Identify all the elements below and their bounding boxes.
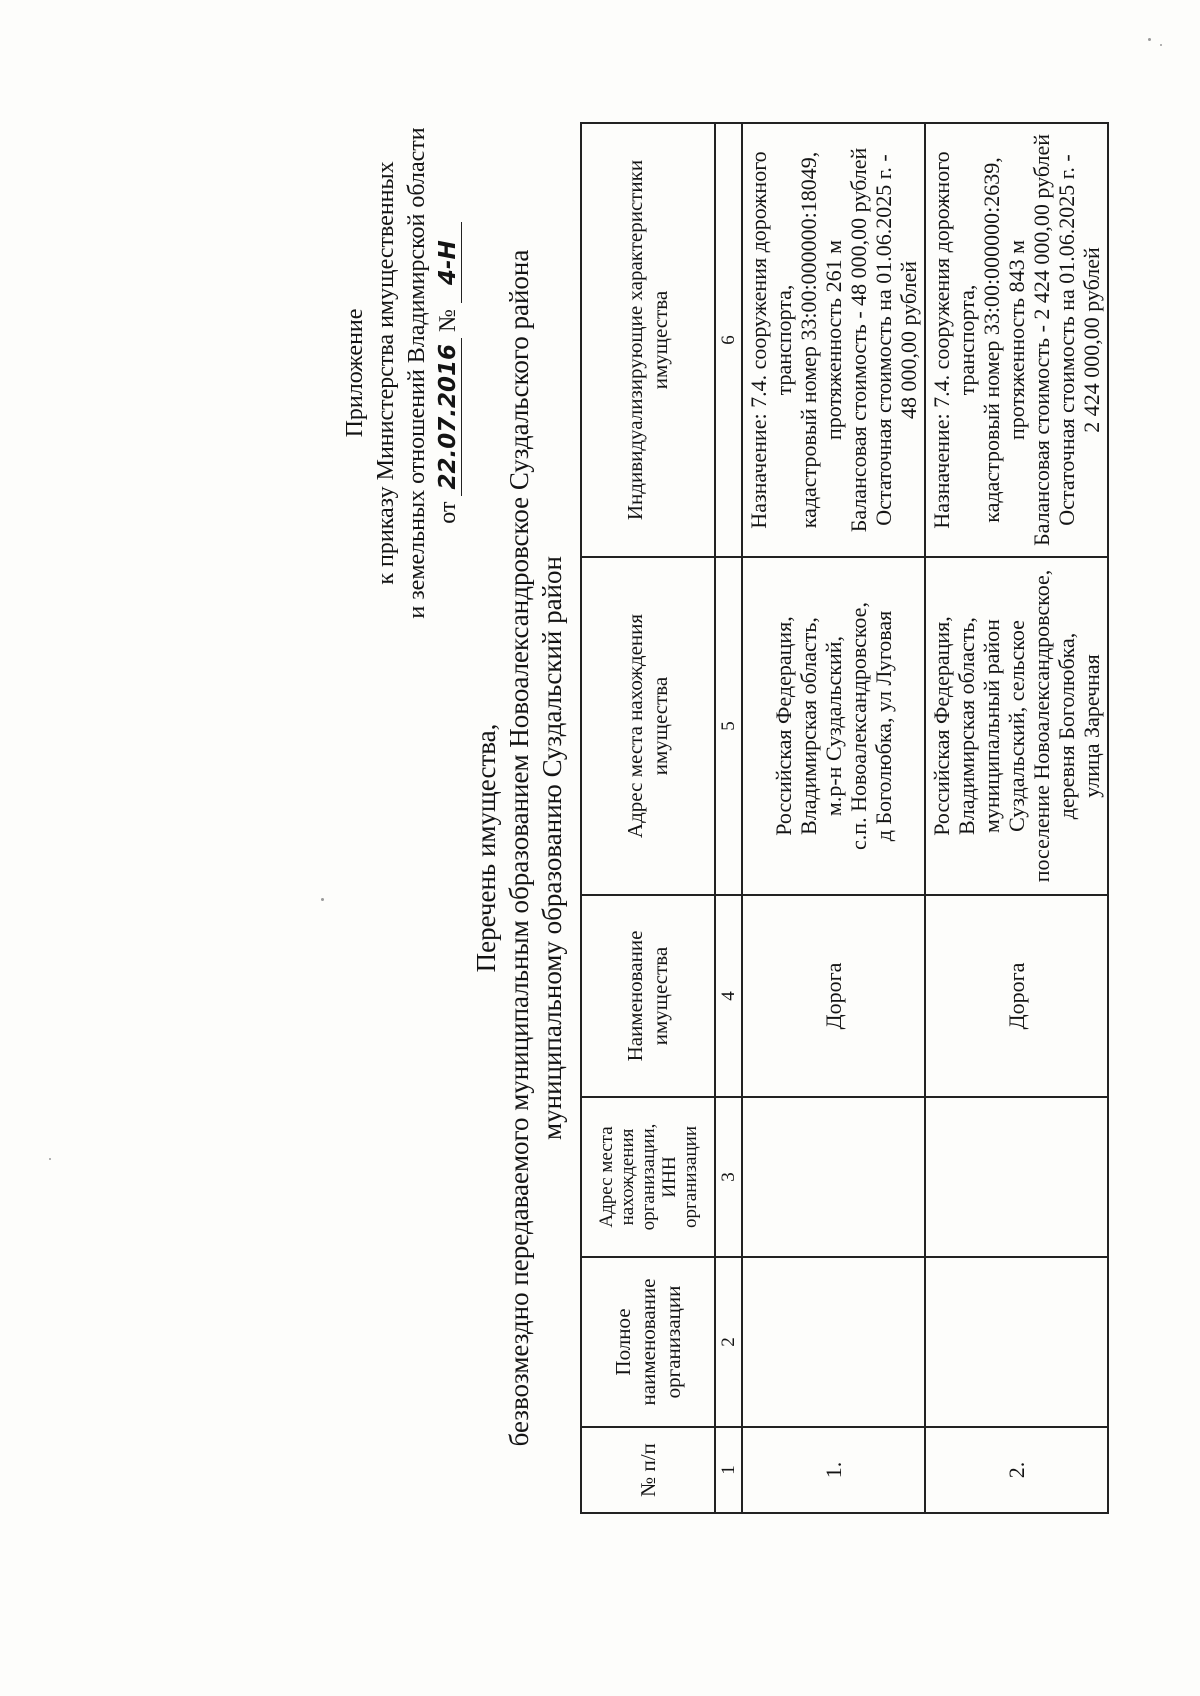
date-prefix: от — [435, 501, 461, 524]
org-name-cell — [925, 1257, 1108, 1427]
header-cell: № п/п — [581, 1427, 715, 1513]
characteristic-line: Балансовая стоимость - 48 000,00 рублей — [846, 147, 871, 533]
header-cell: Адрес места нахождения имущества — [581, 557, 715, 895]
appendix-line: к приказу Министерства имущественных — [373, 161, 399, 585]
address-line: д Боголюбка, ул Луговая — [871, 610, 896, 842]
property-name-cell: Дорога — [742, 895, 925, 1097]
column-number: 3 — [715, 1097, 742, 1257]
address-line: Российская Федерация, — [771, 616, 796, 836]
column-number: 5 — [715, 557, 742, 895]
org-name-cell — [742, 1257, 925, 1427]
title-line: Перечень имущества, — [471, 723, 501, 973]
scan-speck — [1148, 38, 1151, 41]
handwritten-number: 4-Н — [435, 222, 462, 303]
characteristic-line: протяженность 261 м — [821, 239, 846, 441]
characteristic-line: Остаточная стоимость на 01.06.2025 г. - — [871, 154, 896, 526]
table-header-row — [581, 123, 715, 1513]
characteristic-line: Балансовая стоимость - 2 424 000,00 рублей — [1029, 134, 1054, 547]
characteristic-line: транспорта, — [771, 284, 796, 396]
property-name-cell: Дорога — [925, 895, 1108, 1097]
characteristic-line: кадастровый номер 33:00:000000:18049, — [796, 151, 821, 529]
header-cell: Адрес места нахождения организации, ИНН организации — [581, 1097, 715, 1257]
property-table — [580, 122, 1109, 1514]
address-line: улица Заречная — [1079, 654, 1104, 798]
characteristic-line: протяженность 843 м — [1004, 239, 1029, 441]
appendix-line: и земельных отношений Владимирской области — [404, 127, 430, 619]
characteristic-line: кадастровый номер 33:00:000000:2639, — [979, 157, 1004, 523]
column-number: 6 — [715, 123, 742, 557]
address-line: Российская Федерация, — [929, 616, 954, 836]
column-number: 1 — [715, 1427, 742, 1513]
characteristic-line: Назначение: 7.4. сооружения дорожного — [746, 151, 771, 529]
column-number: 2 — [715, 1257, 742, 1427]
characteristics-cell — [925, 123, 1108, 557]
appendix-block — [340, 93, 464, 653]
row-number: 2. — [925, 1427, 1108, 1513]
characteristic-line: Остаточная стоимость на 01.06.2025 г. - — [1054, 154, 1079, 526]
address-line: Владимирская область, — [954, 617, 979, 835]
number-prefix: № — [435, 309, 461, 333]
title-line: муниципальному образованию Суздальский район — [537, 556, 567, 1140]
characteristic-line: 2 424 000,00 рублей — [1079, 247, 1104, 433]
rotated-page — [60, 38, 1140, 1658]
row-number: 1. — [742, 1427, 925, 1513]
document-title — [470, 98, 569, 1598]
table-row — [925, 123, 1108, 1513]
title-line: безвозмездно передаваемого муниципальным образованием Новоалександровское Суздальского района — [504, 249, 534, 1447]
characteristic-line: 48 000,00 рублей — [896, 260, 921, 420]
address-line: м.р-н Суздальский, — [821, 635, 846, 817]
address-line: с.п. Новоалександровское, — [846, 602, 871, 850]
column-number: 4 — [715, 895, 742, 1097]
scan-speck — [1160, 44, 1162, 46]
address-line: Суздальский, сельское — [1004, 620, 1029, 832]
address-line: Владимирская область, — [796, 617, 821, 835]
appendix-date-line — [433, 222, 464, 523]
characteristic-line: транспорта, — [954, 284, 979, 396]
characteristics-cell — [742, 123, 925, 557]
address-line: поселение Новоалександровское, — [1029, 569, 1054, 883]
handwritten-date: 22.07.2016 — [435, 338, 462, 496]
property-address-cell — [742, 557, 925, 895]
column-number-row — [715, 123, 742, 1513]
header-cell: Полное наименование организации — [581, 1257, 715, 1427]
property-address-cell — [925, 557, 1108, 895]
table-row — [742, 123, 925, 1513]
org-address-cell — [742, 1097, 925, 1257]
header-cell: Наименование имущества — [581, 895, 715, 1097]
address-line: деревня Боголюбка, — [1054, 632, 1079, 820]
org-address-cell — [925, 1097, 1108, 1257]
scan-speck — [49, 1158, 51, 1160]
header-cell: Индивидуализирующие характеристики имущества — [581, 123, 715, 557]
appendix-line: Приложение — [342, 308, 368, 438]
characteristic-line: Назначение: 7.4. сооружения дорожного — [929, 151, 954, 529]
address-line: муниципальный район — [979, 619, 1004, 833]
